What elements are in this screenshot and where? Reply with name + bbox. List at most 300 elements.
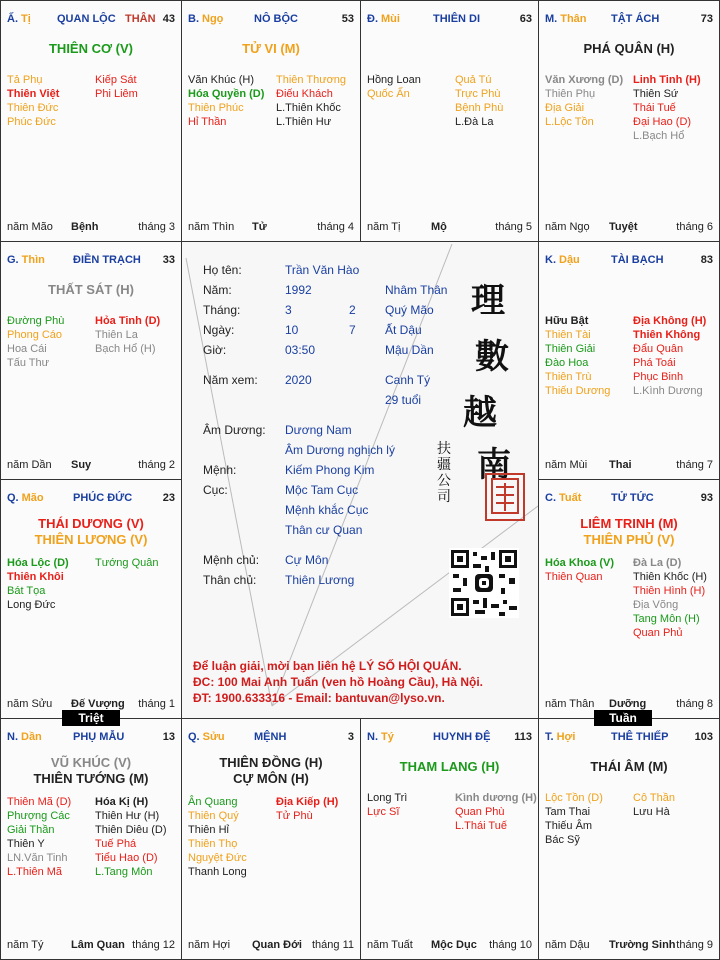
palace-can-chi	[545, 731, 575, 743]
palace-state: Suy	[71, 459, 92, 471]
palace-hoi	[538, 718, 720, 960]
star-item: Thiếu Âm	[545, 820, 593, 832]
palace-month: tháng 9	[676, 939, 713, 951]
stars-column-right	[455, 73, 543, 129]
than-chu-label: Thân chủ:	[203, 573, 257, 587]
palace-header	[539, 482, 719, 504]
contact-line-3[interactable]: ĐT: 1900.633316 - Email: bantuvan@lyso.vn.	[193, 691, 445, 705]
day-label: Ngày:	[203, 323, 235, 337]
amduong-value: Dương Nam	[285, 423, 352, 437]
star-item: Địa Kiếp (H)	[276, 796, 339, 808]
star-item: Phong Cáo	[7, 329, 63, 341]
palace-can-chi	[367, 13, 400, 25]
view-year-can: Canh Tý	[385, 373, 431, 387]
star-item: Bát Tọa	[7, 585, 46, 597]
star-item: Văn Xương (D)	[545, 74, 624, 86]
star-item: Địa Không (H)	[633, 315, 707, 327]
palace-footer	[539, 459, 719, 473]
star-item: Tướng Quân	[95, 557, 159, 569]
palace-can: G.	[7, 254, 19, 266]
amduong-label: Âm Dương:	[203, 423, 266, 437]
palace-state: Đế Vượng	[71, 698, 125, 710]
star-item: Thiên Khốc (H)	[633, 571, 707, 583]
palace-tuat	[538, 479, 720, 719]
vertical-char-2: 疆	[437, 457, 451, 473]
star-item: Phá Toái	[633, 357, 676, 369]
star-item: Linh Tinh (H)	[633, 74, 701, 86]
star-item: Đẩu Quân	[633, 343, 684, 355]
star-item: Thiên Tài	[545, 329, 591, 341]
palace-can: M.	[545, 13, 558, 25]
palace-header	[1, 3, 181, 25]
main-star: THÁI ÂM (M)	[590, 759, 668, 774]
cuc-relation: Mệnh khắc Cục	[285, 503, 369, 517]
palace-can-chi	[7, 254, 45, 266]
star-item: Thiên Không	[633, 329, 701, 341]
star-item: Tấu Thư	[7, 357, 50, 369]
star-item: Hóa Quyền (D)	[188, 88, 265, 100]
palace-footer	[539, 939, 719, 953]
palace-chi: Thân	[560, 13, 587, 25]
day-value: 10	[285, 323, 299, 337]
palace-name: TẬT ÁCH	[611, 13, 660, 25]
palace-age: 103	[694, 731, 713, 743]
palace-month: tháng 8	[676, 698, 713, 710]
palace-header	[1, 244, 181, 266]
palace-suu	[181, 718, 361, 960]
palace-can-chi	[7, 492, 44, 504]
palace-header	[361, 721, 538, 743]
palace-footer	[361, 221, 538, 235]
palace-state: Dưỡng	[609, 698, 647, 710]
stars-column-right	[95, 556, 183, 570]
stars-column-right	[276, 795, 364, 823]
menh-label: Mệnh:	[203, 463, 237, 477]
star-item: Hóa Khoa (V)	[545, 557, 615, 569]
palace-state: Thai	[609, 459, 632, 471]
palace-footer	[1, 459, 181, 473]
star-item: L.Thiên Mã	[7, 866, 63, 878]
qr-code[interactable]	[449, 548, 519, 618]
star-item: L.Đà La	[455, 116, 494, 128]
palace-ty2	[360, 718, 539, 960]
palace-year: năm Tuất	[367, 939, 413, 951]
star-item: Thiên Quý	[188, 810, 239, 822]
palace-state: Tử	[252, 221, 267, 233]
stars-column-left	[7, 556, 95, 612]
cuc-value: Mộc Tam Cục	[285, 483, 359, 497]
palace-age: 53	[341, 13, 354, 25]
palace-chi: Ngọ	[202, 13, 224, 25]
palace-header	[539, 3, 719, 25]
star-item: Tang Môn (H)	[633, 613, 700, 625]
palace-can: T.	[545, 731, 554, 743]
star-item: L.Thiên Khốc	[276, 102, 341, 114]
star-item: Địa Võng	[633, 599, 679, 611]
star-item: Giải Thần	[7, 824, 55, 836]
star-item: Hóa Lộc (D)	[7, 557, 69, 569]
red-seal-stamp	[485, 473, 525, 521]
star-item: Lộc Tồn (D)	[545, 792, 603, 804]
star-item: Kiếp Sát	[95, 74, 137, 86]
than-marker: THÂN	[125, 13, 156, 25]
star-item: Phúc Đức	[7, 116, 56, 128]
star-item: Tả Phụ	[7, 74, 43, 86]
palace-state: Mộ	[431, 221, 447, 233]
palace-state: Lâm Quan	[71, 939, 125, 951]
palace-chi: Dần	[21, 731, 42, 743]
star-item: Quả Tú	[455, 74, 492, 86]
star-item: Thiên Mã (D)	[7, 796, 72, 808]
contact-line-2: ĐC: 100 Mai Anh Tuấn (ven hồ Hoàng Cầu), Hà Nội.	[193, 675, 484, 689]
star-item: Tiểu Hao (D)	[95, 852, 158, 864]
palace-name: QUAN LỘC	[57, 13, 116, 25]
main-star: THIÊN LƯƠNG (V)	[34, 532, 148, 547]
star-item: Thiên Sứ	[633, 88, 679, 100]
star-item: Kình dương (H)	[455, 792, 537, 804]
palace-name: THÊ THIẾP	[611, 731, 669, 743]
star-item: LN.Văn Tinh	[7, 852, 68, 864]
star-item: Thiên Đức	[7, 102, 59, 114]
palace-name: THIÊN DI	[433, 13, 481, 25]
star-item: Ân Quang	[188, 796, 238, 808]
main-star: THẤT SÁT (H)	[48, 282, 134, 297]
contact-line-1: Để luận giải, mời bạn liên hệ LÝ SỐ HỘI QUÁN.	[193, 659, 462, 673]
palace-name: ĐIỀN TRẠCH	[73, 254, 141, 266]
palace-can-chi	[188, 731, 225, 743]
star-item: Thiên Phụ	[545, 88, 596, 100]
star-item: Hữu Bật	[545, 315, 589, 327]
palace-year: năm Sửu	[7, 698, 53, 710]
palace-name: HUYNH ĐỆ	[433, 731, 491, 743]
palace-year: năm Thân	[545, 698, 595, 710]
palace-month: tháng 3	[138, 221, 175, 233]
palace-age: 3	[347, 731, 354, 743]
palace-state: Bệnh	[71, 221, 99, 233]
star-item: Thiên Giải	[545, 343, 596, 355]
palace-can-chi	[7, 13, 31, 25]
palace-can: Q.	[188, 731, 200, 743]
palace-name: TỬ TỨC	[611, 492, 654, 504]
star-item: L.Kình Dương	[633, 385, 703, 397]
view-year-label: Năm xem:	[203, 373, 258, 387]
palace-thin	[0, 241, 182, 480]
main-star: THIÊN TƯỚNG (M)	[33, 771, 149, 786]
palace-chi: Tị	[21, 13, 31, 25]
day-lunar: 7	[349, 323, 356, 337]
palace-than	[538, 0, 720, 242]
view-age: 29 tuổi	[385, 393, 422, 407]
center-info-panel	[181, 241, 538, 718]
palace-state: Tuyệt	[609, 221, 638, 233]
star-item: Thiên Hư (H)	[95, 810, 160, 822]
palace-footer	[182, 221, 360, 235]
stars-column-left	[7, 314, 95, 370]
star-item: L.Thái Tuế	[455, 820, 507, 832]
month-can: Quý Mão	[385, 303, 434, 317]
year-value: 1992	[285, 283, 312, 297]
main-star: TỬ VI (M)	[242, 41, 300, 56]
palace-name: TÀI BẠCH	[611, 254, 664, 266]
star-item: Thiếu Dương	[545, 385, 611, 397]
palace-month: tháng 6	[676, 221, 713, 233]
palace-can: Ấ.	[7, 13, 18, 25]
star-item: Thái Tuế	[633, 102, 676, 114]
palace-month: tháng 7	[676, 459, 713, 471]
star-item: Cô Thần	[633, 792, 675, 804]
palace-name: PHÚC ĐỨC	[73, 492, 133, 504]
star-item: Địa Giải	[545, 102, 585, 114]
palace-state: Trường Sinh	[609, 939, 676, 951]
palace-year: năm Mão	[7, 221, 53, 233]
palace-month: tháng 11	[311, 939, 354, 951]
palace-header	[1, 482, 181, 504]
star-item: Thiên Trù	[545, 371, 592, 383]
palace-footer	[539, 221, 719, 235]
hour-value: 03:50	[285, 343, 316, 357]
star-item: Trực Phù	[455, 88, 501, 100]
palace-month: tháng 2	[138, 459, 175, 471]
star-item: Đại Hao (D)	[633, 116, 692, 128]
stars-column-right	[633, 791, 720, 819]
palace-name: MỆNH	[254, 731, 287, 743]
palace-age: 13	[162, 731, 175, 743]
star-item: Thiên Khôi	[7, 571, 64, 583]
star-item: Phượng Các	[7, 810, 70, 822]
main-star: PHÁ QUÂN (H)	[583, 41, 675, 56]
palace-can-chi	[545, 492, 581, 504]
star-item: Thiên Việt	[7, 88, 60, 100]
star-item: Hỉ Thần	[188, 116, 227, 128]
main-star: THAM LANG (H)	[399, 759, 500, 774]
palace-month: tháng 1	[138, 698, 175, 710]
tuan-badge: Tuần	[594, 710, 652, 726]
palace-can: Đ.	[367, 13, 378, 25]
star-item: Đà La (D)	[633, 557, 682, 569]
star-item: Đường Phù	[7, 315, 65, 327]
year-label: Năm:	[203, 283, 232, 297]
stars-column-left	[7, 73, 95, 129]
star-item: Thiên Hỉ	[188, 824, 229, 836]
palace-age: 93	[700, 492, 713, 504]
star-item: Thiên Thương	[276, 74, 347, 86]
palace-header	[539, 244, 719, 266]
stars-column-left	[545, 73, 633, 129]
palace-can-chi	[545, 13, 587, 25]
vertical-char-4: 司	[437, 489, 451, 505]
star-item: Phi Liêm	[95, 88, 138, 100]
palace-can-chi	[367, 731, 394, 743]
day-can: Ất Dậu	[385, 323, 422, 337]
than-chu-value: Thiên Lương	[285, 573, 355, 587]
month-lunar: 2	[349, 303, 356, 317]
main-star: VŨ KHÚC (V)	[50, 755, 132, 770]
star-item: Quan Phù	[455, 806, 505, 818]
view-year-value: 2020	[285, 373, 312, 387]
name-label: Họ tên:	[203, 263, 242, 277]
palace-can: N.	[367, 731, 378, 743]
palace-age: 73	[700, 13, 713, 25]
star-item: Tam Thai	[545, 806, 591, 818]
star-item: Tuế Phá	[95, 838, 137, 850]
main-star: LIÊM TRINH (M)	[580, 516, 678, 531]
palace-chi: Tý	[381, 731, 394, 743]
star-item: Long Trì	[367, 792, 408, 804]
star-item: Lực Sĩ	[367, 806, 400, 818]
star-item: Thiên Hình (H)	[633, 585, 706, 597]
palace-year: năm Thìn	[188, 221, 235, 233]
star-item: Thiên Y	[7, 838, 45, 850]
star-item: Bệnh Phù	[455, 102, 504, 114]
palace-chi: Thìn	[21, 254, 45, 266]
palace-month: tháng 10	[489, 939, 532, 951]
palace-can-chi	[7, 731, 42, 743]
hour-label: Giờ:	[203, 343, 227, 357]
palace-mui	[360, 0, 539, 242]
star-item: Thiên Phúc	[188, 102, 244, 114]
star-item: Hỏa Tinh (D)	[95, 315, 161, 327]
stars-column-right	[633, 314, 720, 398]
star-item: Thiên Diêu (D)	[95, 824, 167, 836]
year-can: Nhâm Thân	[385, 283, 448, 297]
stars-column-left	[367, 73, 455, 101]
main-star: THIÊN ĐỒNG (H)	[219, 755, 323, 770]
stars-column-right	[455, 791, 543, 833]
palace-name: NÔ BỘC	[254, 13, 298, 25]
star-item: Thiên Thọ	[188, 838, 238, 850]
star-item: Long Đức	[7, 599, 56, 611]
star-item: Nguyệt Đức	[188, 852, 247, 864]
palace-can: K.	[545, 254, 556, 266]
palace-chi: Mùi	[381, 13, 400, 25]
star-item: Lưu Hà	[633, 806, 670, 818]
palace-dan	[0, 718, 182, 960]
palace-footer	[1, 221, 181, 235]
stars-column-left	[367, 791, 455, 819]
palace-age: 33	[162, 254, 175, 266]
triet-badge: Triệt	[62, 710, 120, 726]
stars-column-right	[633, 73, 720, 143]
stars-column-right	[95, 314, 183, 356]
palace-chi: Tuất	[559, 492, 582, 504]
palace-mao	[0, 479, 182, 719]
main-star: THIÊN CƠ (V)	[48, 41, 134, 56]
calligraphy-char-2: 數	[475, 337, 509, 377]
palace-year: năm Hợi	[188, 939, 231, 951]
menh-value: Kiếm Phong Kim	[285, 463, 375, 477]
calligraphy-char-1: 理	[471, 281, 505, 321]
star-item: Tử Phù	[276, 810, 313, 822]
vertical-char-1: 扶	[437, 441, 451, 457]
palace-can: C.	[545, 492, 556, 504]
name-value: Trần Văn Hào	[285, 263, 360, 277]
palace-chi: Dậu	[559, 254, 580, 266]
star-item: L.Lộc Tồn	[545, 116, 594, 128]
stars-column-left	[188, 795, 276, 879]
than-position: Thân cư Quan	[285, 523, 363, 537]
stars-column-right	[276, 73, 364, 129]
palace-age: 23	[162, 492, 175, 504]
stars-column-left	[7, 795, 95, 879]
palace-can-chi	[545, 254, 580, 266]
palace-year: năm Dậu	[545, 939, 590, 951]
calligraphy-char-3: 越	[463, 393, 497, 433]
palace-age: 63	[519, 13, 532, 25]
palace-ty	[0, 0, 182, 242]
palace-chi: Mão	[21, 492, 44, 504]
amduong-note: Âm Dương nghịch lý	[285, 443, 395, 457]
hour-can: Mậu Dần	[385, 343, 434, 357]
star-item: Văn Khúc (H)	[188, 74, 255, 86]
star-item: Hoa Cái	[7, 343, 47, 355]
star-item: Thanh Long	[188, 866, 247, 878]
stars-column-left	[545, 314, 633, 398]
palace-month: tháng 5	[495, 221, 532, 233]
palace-chi: Sửu	[202, 731, 225, 743]
palace-footer	[361, 939, 538, 953]
palace-can: N.	[7, 731, 18, 743]
menh-chu-label: Mệnh chủ:	[203, 553, 260, 567]
palace-header	[182, 721, 360, 743]
palace-can: Q.	[7, 492, 19, 504]
menh-chu-value: Cự Môn	[285, 553, 329, 567]
star-item: Thiên Quan	[545, 571, 603, 583]
palace-header	[361, 3, 538, 25]
star-item: Quan Phủ	[633, 627, 683, 639]
palace-age: 113	[514, 731, 532, 743]
company-vertical-text	[437, 441, 451, 505]
palace-year: năm Dần	[7, 459, 52, 471]
star-item: L.Thiên Hư	[276, 116, 332, 128]
star-item: Phục Binh	[633, 371, 684, 383]
stars-column-right	[95, 73, 183, 101]
star-item: Thiên La	[95, 329, 138, 341]
palace-year: năm Tị	[367, 221, 401, 233]
month-value: 3	[285, 303, 292, 317]
palace-state: Quan Đới	[252, 939, 302, 951]
palace-year: năm Tý	[7, 939, 44, 951]
palace-year: năm Ngọ	[545, 221, 590, 233]
palace-can-chi	[188, 13, 223, 25]
cuc-label: Cục:	[203, 483, 228, 497]
star-item: L.Bạch Hổ	[633, 130, 685, 142]
star-item: Bạch Hổ (H)	[95, 343, 156, 355]
main-star: CỰ MÔN (H)	[233, 771, 309, 786]
calligraphy-char-4: 南	[477, 445, 511, 485]
palace-ngo	[181, 0, 361, 242]
palace-can: B.	[188, 13, 199, 25]
palace-chi: Hợi	[556, 731, 576, 743]
star-item: Quốc Ấn	[367, 88, 410, 100]
palace-year: năm Mùi	[545, 459, 588, 471]
palace-age: 43	[162, 13, 175, 25]
palace-header	[182, 3, 360, 25]
star-item: Điếu Khách	[276, 88, 333, 100]
star-item: L.Tang Môn	[95, 866, 153, 878]
stars-column-left	[188, 73, 276, 129]
main-star: THIÊN PHỦ (V)	[583, 532, 675, 547]
stars-column-right	[95, 795, 183, 879]
star-item: Hồng Loan	[367, 74, 421, 86]
stars-column-left	[545, 791, 633, 847]
stars-column-right	[633, 556, 720, 640]
star-item: Hóa Kị (H)	[95, 796, 149, 808]
palace-footer	[1, 939, 181, 953]
palace-month: tháng 4	[317, 221, 354, 233]
vertical-char-3: 公	[437, 473, 451, 489]
palace-footer	[182, 939, 360, 953]
palace-name: PHỤ MẪU	[73, 731, 125, 743]
